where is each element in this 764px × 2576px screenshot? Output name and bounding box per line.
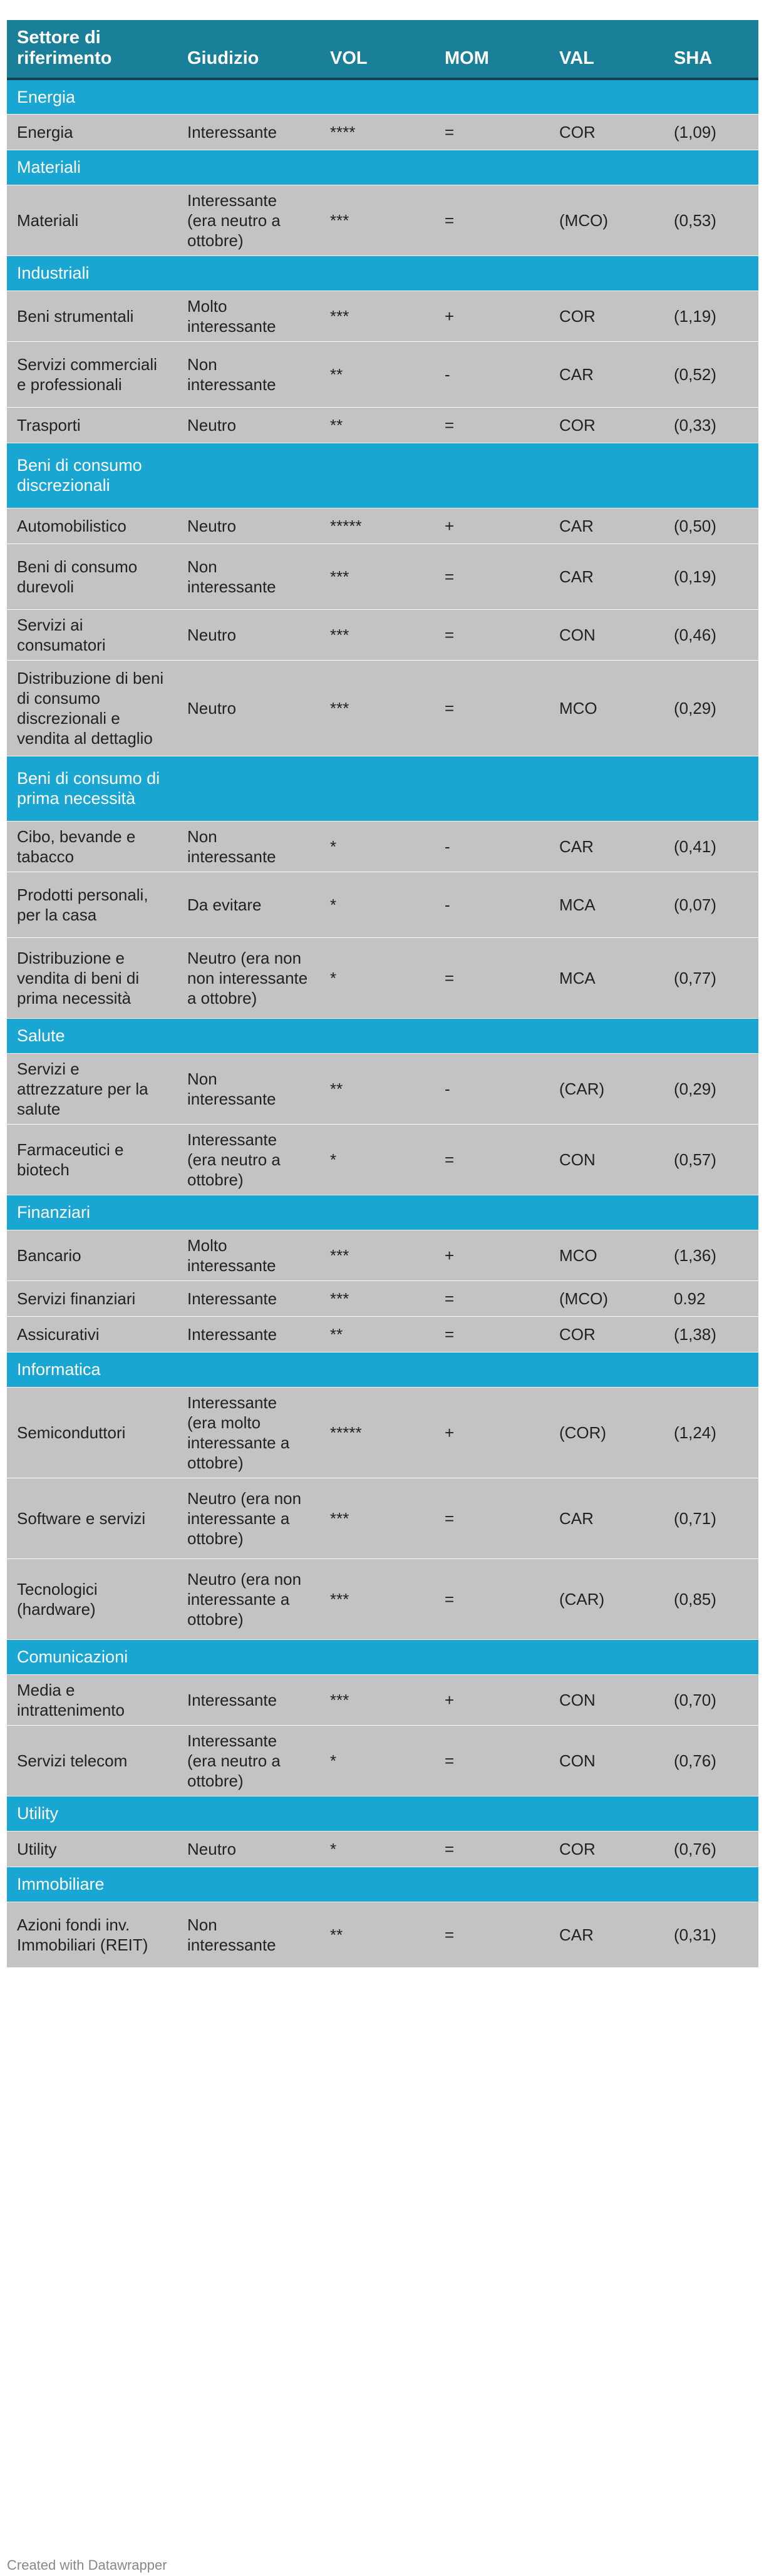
mom-cell: =	[435, 407, 549, 443]
section-title: Beni di consumo di prima necessità	[7, 756, 177, 821]
vol-cell: ***	[320, 1558, 435, 1639]
mom-cell: =	[435, 1902, 549, 1967]
mom-cell: +	[435, 1674, 549, 1725]
val-cell: COR	[549, 407, 664, 443]
sha-cell: (0,19)	[664, 544, 758, 609]
mom-cell: =	[435, 660, 549, 756]
table-body	[7, 79, 758, 1967]
val-cell: COR	[549, 114, 664, 150]
vol-cell: *	[320, 1831, 435, 1867]
sector-cell: Media e intrattenimento	[7, 1674, 177, 1725]
sha-cell: (0,76)	[664, 1725, 758, 1796]
table-row	[7, 185, 758, 255]
sector-cell: Beni strumentali	[7, 291, 177, 341]
section-title: Salute	[7, 1018, 177, 1053]
section-row	[7, 756, 758, 821]
section-filler	[177, 756, 758, 821]
section-row	[7, 1018, 758, 1053]
mom-cell: =	[435, 185, 549, 255]
sha-cell: (1,38)	[664, 1316, 758, 1352]
vol-cell: **	[320, 1316, 435, 1352]
table-row	[7, 1230, 758, 1280]
sector-cell: Servizi e attrezzature per la salute	[7, 1053, 177, 1124]
section-title: Comunicazioni	[7, 1639, 177, 1674]
judgement-cell: Non interessante	[177, 1053, 320, 1124]
mom-cell: =	[435, 937, 549, 1018]
mom-cell: =	[435, 1316, 549, 1352]
table-row	[7, 1902, 758, 1967]
section-filler	[177, 1195, 758, 1230]
table-row	[7, 1558, 758, 1639]
sha-cell: (0,57)	[664, 1124, 758, 1195]
sector-cell: Trasporti	[7, 407, 177, 443]
header-sha: SHA	[664, 20, 758, 79]
section-filler	[177, 1867, 758, 1902]
mom-cell: -	[435, 1053, 549, 1124]
val-cell: CAR	[549, 508, 664, 544]
section-row	[7, 150, 758, 185]
section-filler	[177, 1639, 758, 1674]
mom-cell: -	[435, 872, 549, 937]
val-cell: CON	[549, 1124, 664, 1195]
header-mom: MOM	[435, 20, 549, 79]
sector-table	[7, 20, 758, 1968]
mom-cell: =	[435, 1831, 549, 1867]
val-cell: CON	[549, 609, 664, 660]
table-row	[7, 821, 758, 872]
table-row	[7, 609, 758, 660]
val-cell: CAR	[549, 821, 664, 872]
vol-cell: ****	[320, 114, 435, 150]
vol-cell: *	[320, 872, 435, 937]
judgement-cell: Neutro (era non interessante a ottobre)	[177, 1558, 320, 1639]
vol-cell: **	[320, 1053, 435, 1124]
mom-cell: =	[435, 1558, 549, 1639]
header-row	[7, 20, 758, 79]
judgement-cell: Neutro (era non non interessante a ottobre)	[177, 937, 320, 1018]
section-filler	[177, 79, 758, 114]
val-cell: CAR	[549, 1478, 664, 1558]
mom-cell: -	[435, 341, 549, 407]
sector-cell: Cibo, bevande e tabacco	[7, 821, 177, 872]
table-row	[7, 1387, 758, 1478]
section-title: Immobiliare	[7, 1867, 177, 1902]
sector-cell: Materiali	[7, 185, 177, 255]
table-row	[7, 1124, 758, 1195]
mom-cell: =	[435, 1478, 549, 1558]
sha-cell: (0,29)	[664, 1053, 758, 1124]
judgement-cell: Non interessante	[177, 821, 320, 872]
vol-cell: **	[320, 407, 435, 443]
header-judgement: Giudizio	[177, 20, 320, 79]
section-filler	[177, 255, 758, 291]
header-sector: Settore di riferimento	[7, 20, 177, 79]
val-cell: CON	[549, 1725, 664, 1796]
sha-cell: (0,33)	[664, 407, 758, 443]
sha-cell: (0,70)	[664, 1674, 758, 1725]
table-row	[7, 1831, 758, 1867]
vol-cell: ***	[320, 1280, 435, 1316]
val-cell: COR	[549, 291, 664, 341]
sha-cell: (0,77)	[664, 937, 758, 1018]
sha-cell: 0.92	[664, 1280, 758, 1316]
sector-cell: Semiconduttori	[7, 1387, 177, 1478]
sector-cell: Automobilistico	[7, 508, 177, 544]
vol-cell: *	[320, 1725, 435, 1796]
sector-cell: Servizi finanziari	[7, 1280, 177, 1316]
vol-cell: ***	[320, 291, 435, 341]
section-row	[7, 1195, 758, 1230]
val-cell: (COR)	[549, 1387, 664, 1478]
table-row	[7, 1316, 758, 1352]
sha-cell: (0,53)	[664, 185, 758, 255]
judgement-cell: Interessante (era neutro a ottobre)	[177, 185, 320, 255]
vol-cell: *****	[320, 508, 435, 544]
mom-cell: +	[435, 1230, 549, 1280]
judgement-cell: Interessante (era neutro a ottobre)	[177, 1124, 320, 1195]
table-row	[7, 1725, 758, 1796]
judgement-cell: Neutro	[177, 609, 320, 660]
sector-cell: Azioni fondi inv. Immobiliari (REIT)	[7, 1902, 177, 1967]
judgement-cell: Interessante	[177, 1280, 320, 1316]
judgement-cell: Non interessante	[177, 1902, 320, 1967]
sha-cell: (0,41)	[664, 821, 758, 872]
table-row	[7, 291, 758, 341]
table-row	[7, 872, 758, 937]
sha-cell: (1,19)	[664, 291, 758, 341]
sector-cell: Distribuzione e vendita di beni di prima necessità	[7, 937, 177, 1018]
judgement-cell: Molto interessante	[177, 1230, 320, 1280]
table-row	[7, 937, 758, 1018]
val-cell: MCO	[549, 660, 664, 756]
sha-cell: (0,50)	[664, 508, 758, 544]
mom-cell: -	[435, 821, 549, 872]
section-row	[7, 1796, 758, 1831]
val-cell: MCA	[549, 872, 664, 937]
sector-cell: Beni di consumo durevoli	[7, 544, 177, 609]
val-cell: (CAR)	[549, 1053, 664, 1124]
val-cell: (MCO)	[549, 1280, 664, 1316]
sha-cell: (1,09)	[664, 114, 758, 150]
sector-cell: Servizi ai consumatori	[7, 609, 177, 660]
table-row	[7, 1280, 758, 1316]
table-row	[7, 660, 758, 756]
section-title: Materiali	[7, 150, 177, 185]
sector-cell: Energia	[7, 114, 177, 150]
vol-cell: *****	[320, 1387, 435, 1478]
vol-cell: *	[320, 821, 435, 872]
section-title: Utility	[7, 1796, 177, 1831]
val-cell: (MCO)	[549, 185, 664, 255]
val-cell: CON	[549, 1674, 664, 1725]
mom-cell: +	[435, 1387, 549, 1478]
sector-cell: Prodotti personali, per la casa	[7, 872, 177, 937]
sha-cell: (0,29)	[664, 660, 758, 756]
table-row	[7, 114, 758, 150]
sha-cell: (0,52)	[664, 341, 758, 407]
table-row	[7, 407, 758, 443]
sector-cell: Bancario	[7, 1230, 177, 1280]
val-cell: CAR	[549, 341, 664, 407]
section-row	[7, 1352, 758, 1387]
mom-cell: +	[435, 508, 549, 544]
vol-cell: ***	[320, 1478, 435, 1558]
section-filler	[177, 1018, 758, 1053]
judgement-cell: Interessante	[177, 1316, 320, 1352]
section-row	[7, 255, 758, 291]
judgement-cell: Neutro	[177, 1831, 320, 1867]
table-row	[7, 1478, 758, 1558]
mom-cell: =	[435, 114, 549, 150]
table-row	[7, 1674, 758, 1725]
section-title: Beni di consumo discrezionali	[7, 443, 177, 508]
section-row	[7, 1867, 758, 1902]
sector-cell: Utility	[7, 1831, 177, 1867]
vol-cell: **	[320, 341, 435, 407]
judgement-cell: Interessante	[177, 114, 320, 150]
section-title: Finanziari	[7, 1195, 177, 1230]
judgement-cell: Neutro	[177, 508, 320, 544]
vol-cell: ***	[320, 185, 435, 255]
vol-cell: ***	[320, 609, 435, 660]
mom-cell: +	[435, 291, 549, 341]
vol-cell: **	[320, 1902, 435, 1967]
judgement-cell: Molto interessante	[177, 291, 320, 341]
mom-cell: =	[435, 609, 549, 660]
table-row	[7, 544, 758, 609]
mom-cell: =	[435, 544, 549, 609]
sha-cell: (0,07)	[664, 872, 758, 937]
sha-cell: (0,71)	[664, 1478, 758, 1558]
judgement-cell: Neutro	[177, 660, 320, 756]
judgement-cell: Interessante (era neutro a ottobre)	[177, 1725, 320, 1796]
datawrapper-credit: Created with Datawrapper	[7, 2557, 167, 2573]
section-filler	[177, 150, 758, 185]
sector-cell: Servizi telecom	[7, 1725, 177, 1796]
section-title: Industriali	[7, 255, 177, 291]
val-cell: MCA	[549, 937, 664, 1018]
vol-cell: ***	[320, 660, 435, 756]
section-title: Informatica	[7, 1352, 177, 1387]
sha-cell: (0,46)	[664, 609, 758, 660]
sha-cell: (0,31)	[664, 1902, 758, 1967]
val-cell: COR	[549, 1316, 664, 1352]
sha-cell: (0,76)	[664, 1831, 758, 1867]
judgement-cell: Da evitare	[177, 872, 320, 937]
judgement-cell: Interessante (era molto interessante a ottobre)	[177, 1387, 320, 1478]
judgement-cell: Non interessante	[177, 544, 320, 609]
section-filler	[177, 443, 758, 508]
val-cell: MCO	[549, 1230, 664, 1280]
header-vol: VOL	[320, 20, 435, 79]
table-row	[7, 1053, 758, 1124]
vol-cell: *	[320, 1124, 435, 1195]
sector-cell: Software e servizi	[7, 1478, 177, 1558]
sha-cell: (1,24)	[664, 1387, 758, 1478]
mom-cell: =	[435, 1280, 549, 1316]
sha-cell: (1,36)	[664, 1230, 758, 1280]
val-cell: (CAR)	[549, 1558, 664, 1639]
sector-cell: Farmaceutici e biotech	[7, 1124, 177, 1195]
section-filler	[177, 1352, 758, 1387]
judgement-cell: Interessante	[177, 1674, 320, 1725]
judgement-cell: Neutro (era non interessante a ottobre)	[177, 1478, 320, 1558]
table-row	[7, 508, 758, 544]
mom-cell: =	[435, 1124, 549, 1195]
val-cell: COR	[549, 1831, 664, 1867]
judgement-cell: Non interessante	[177, 341, 320, 407]
val-cell: CAR	[549, 1902, 664, 1967]
section-filler	[177, 1796, 758, 1831]
sector-table-container	[7, 20, 758, 1968]
vol-cell: ***	[320, 1230, 435, 1280]
mom-cell: =	[435, 1725, 549, 1796]
vol-cell: ***	[320, 544, 435, 609]
section-title: Energia	[7, 79, 177, 114]
section-row	[7, 79, 758, 114]
table-header	[7, 20, 758, 79]
table-row	[7, 341, 758, 407]
sector-cell: Distribuzione di beni di consumo discrezionali e vendita al dettaglio	[7, 660, 177, 756]
sector-cell: Assicurativi	[7, 1316, 177, 1352]
sha-cell: (0,85)	[664, 1558, 758, 1639]
section-row	[7, 1639, 758, 1674]
header-val: VAL	[549, 20, 664, 79]
sector-cell: Tecnologici (hardware)	[7, 1558, 177, 1639]
judgement-cell: Neutro	[177, 407, 320, 443]
sector-cell: Servizi commerciali e professionali	[7, 341, 177, 407]
vol-cell: *	[320, 937, 435, 1018]
vol-cell: ***	[320, 1674, 435, 1725]
val-cell: CAR	[549, 544, 664, 609]
section-row	[7, 443, 758, 508]
